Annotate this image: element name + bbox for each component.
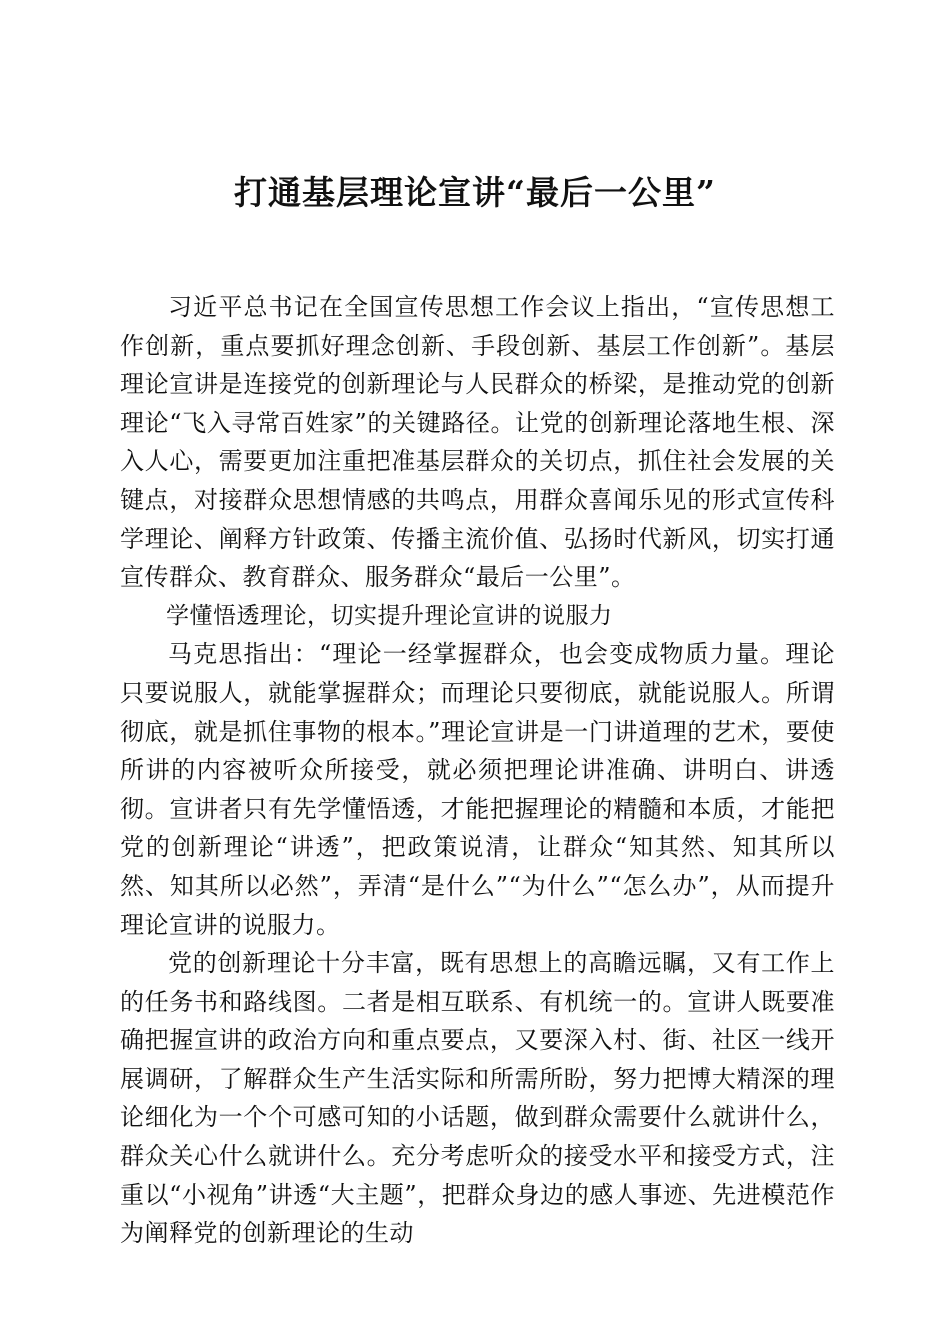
paragraph-innovation-theory: 党的创新理论十分丰富，既有思想上的高瞻远瞩，又有工作上的任务书和路线图。二者是相互联系、有机统一的。宣讲人既要准确把握宣讲的政治方向和重点要点，又要深入村、街、社区一线开展调研，了解群众生产生活实际和所需所盼，努力把博大精深的理论细化为一个个可感可知的小话题，做到群众需要什么就讲什么，群众关心什么就讲什么。充分考虑听众的接受水平和接受方式，注重以“小视角”讲透“大主题”，把群众身边的感人事迹、先进模范作为阐释党的创新理论的生动: [120, 949, 835, 1248]
document-title: 打通基层理论宣讲“最后一公里”: [234, 173, 716, 212]
paragraph-intro: 习近平总书记在全国宣传思想工作会议上指出，“宣传思想工作创新，重点要抓好理念创新、手段创新、基层工作创新”。基层理论宣讲是连接党的创新理论与人民群众的桥梁，是推动党的创新理论“飞入寻常百姓家”的关键路径。让党的创新理论落地生根、深入人心，需要更加注重把准基层群众的关切点，抓住社会发展的关键点，对接群众思想情感的共鸣点，用群众喜闻乐见的形式宣传科学理论、阐释方针政策、传播主流价值、弘扬时代新风，切实打通宣传群众、教育群众、服务群众“最后一公里”。: [120, 293, 835, 592]
paragraph-marx-quote: 马克思指出：“理论一经掌握群众，也会变成物质力量。理论只要说服人，就能掌握群众；而理论只要彻底，就能说服人。所谓彻底，就是抓住事物的根本。”理论宣讲是一门讲道理的艺术，要使所讲的内容被听众所接受，就必须把理论讲准确、讲明白、讲透彻。宣讲者只有先学懂悟透，才能把握理论的精髓和本质，才能把党的创新理论“讲透”，把政策说清，让群众“知其然、知其所以然、知其所以必然”，弄清“是什么”“为什么”“怎么办”，从而提升理论宣讲的说服力。: [120, 640, 835, 939]
section-heading: 学懂悟透理论，切实提升理论宣讲的说服力: [166, 602, 613, 629]
document-body: [120, 288, 835, 1253]
